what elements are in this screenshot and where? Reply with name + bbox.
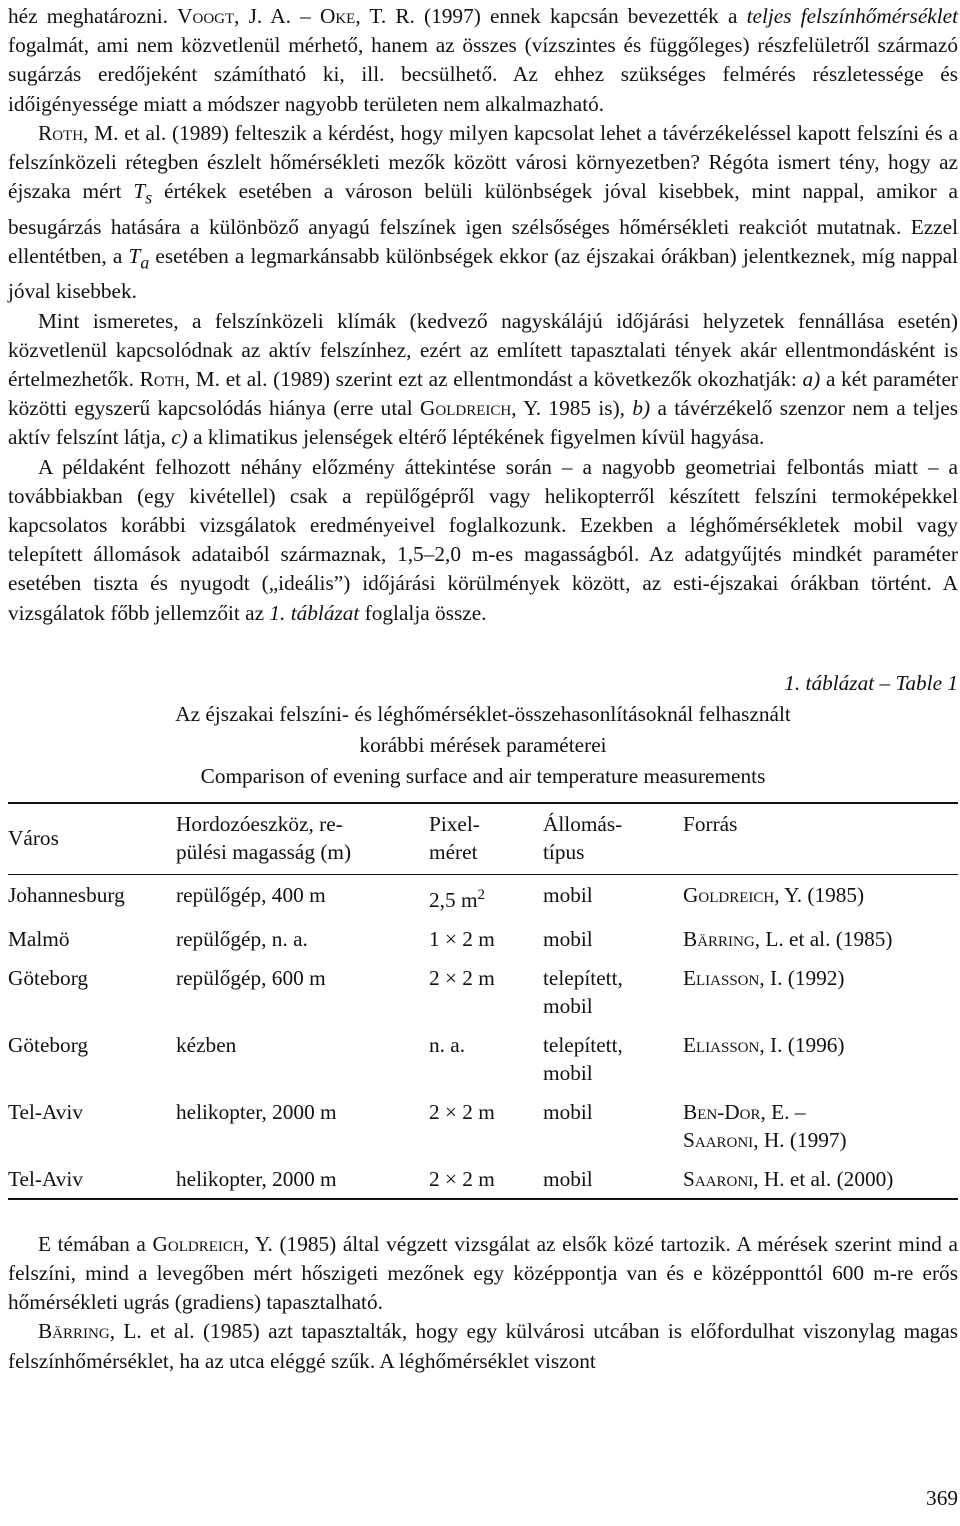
table-row <box>8 874 958 919</box>
cell-station <box>543 1159 683 1199</box>
cell-source <box>683 874 958 919</box>
column-header-label: Forrás <box>683 811 738 836</box>
cell-city <box>8 1159 176 1199</box>
cell-pixel <box>429 874 543 919</box>
column-header-label: méret <box>429 839 478 864</box>
text-segment: , J. A. – <box>234 4 320 28</box>
cell-text: repülőgép, 600 m <box>176 965 326 990</box>
cell-text: n. a. <box>429 1032 466 1057</box>
table-body <box>8 874 958 1199</box>
data-table <box>8 802 958 1200</box>
author-name: Roth <box>139 366 185 391</box>
cell-superscript: 2 <box>477 886 486 903</box>
author-name: Bärring <box>683 926 755 951</box>
cell-station <box>543 1092 683 1159</box>
cell-text: , Y. (1985) <box>774 882 865 907</box>
table-label: 1. táblázat – Table 1 <box>784 670 958 695</box>
cell-text: repülőgép, 400 m <box>176 882 326 907</box>
cell-city <box>8 919 176 958</box>
cell-text: helikopter, 2000 m <box>176 1099 337 1124</box>
text-segment: héz meghatározni. <box>8 4 178 28</box>
cell-text: mobil <box>543 1060 593 1085</box>
cell-text: Göteborg <box>8 965 89 990</box>
cell-text: , H. et al. (2000) <box>753 1166 894 1191</box>
table-row <box>8 1092 958 1159</box>
author-name: Saaroni <box>683 1127 754 1152</box>
table-row <box>8 1159 958 1199</box>
term-italic: teljes felszínhőmérséklet <box>746 4 959 28</box>
cell-carrier <box>176 958 429 1025</box>
author-name: Eliasson <box>683 1032 760 1057</box>
cell-city <box>8 874 176 919</box>
author-name: Goldreich <box>152 1231 244 1256</box>
text-segment: , M. et al. (1989) felteszik a kérdést, hogy milyen kapcsolat lehet a távérzékeléssel kapott felszíni és a felszínközeli rétegben észlelt hőmérsékleti mezők között városi környezetben? Régóta ismert tény, hogy az éjszaka mért <box>8 120 958 204</box>
column-header-city <box>8 803 176 875</box>
cell-text: 2,5 m <box>429 887 478 912</box>
column-header-label: Hordozóeszköz, re- <box>176 811 343 836</box>
cell-text: mobil <box>543 1166 593 1191</box>
cell-text: mobil <box>543 926 593 951</box>
cell-text: 2 × 2 m <box>429 1166 495 1191</box>
paragraph-6 <box>8 1317 958 1375</box>
text-segment: értékek esetében a városon belüli különbségek jóval kisebbek, mint nappal, amikor a besugárzás hatására a különböző anyagú felszínek igen szélsőséges hőmérsékleti reakciót mutatnak. Ezzel ellentétben, a <box>8 179 958 268</box>
table-row <box>8 919 958 958</box>
cell-pixel <box>429 958 543 1025</box>
table-title-hu <box>8 699 958 761</box>
column-header-label: pülési magasság (m) <box>176 839 352 864</box>
table-title-hu-line-1: Az éjszakai felszíni- és léghőmérséklet-összehasonlításoknál felhasznált <box>175 701 791 726</box>
text-segment: , T. R. (1997) ennek kapcsán bevezették a <box>355 4 747 28</box>
cell-source <box>683 958 958 1025</box>
column-header-pixel <box>429 803 543 875</box>
cell-text: Tel-Aviv <box>8 1166 83 1191</box>
paragraph-2 <box>8 119 958 307</box>
list-marker: c) <box>171 425 188 450</box>
text-segment: , M. et al. (1989) szerint ezt az ellentmondást a következők okozhatják: <box>184 366 803 391</box>
cell-station <box>543 919 683 958</box>
author-name: Goldreich <box>683 882 775 907</box>
symbol-ta: T <box>128 243 141 268</box>
text-segment: , Y. (1985) által végzett vizsgálat az elsők közé tartozik. A mérések szerint mind a felszíni, mind a levegőben mért hőszigeti mezőnek egy középpontja van és e középponttól 600 m-re erős hőmérsékleti ugrás (gradiens) tapasztalható. <box>8 1231 958 1315</box>
cell-text: 2 × 2 m <box>429 965 495 990</box>
cell-source <box>683 1159 958 1199</box>
text-segment: a klimatikus jelenségek eltérő léptékének figyelmen kívül hagyása. <box>187 425 765 450</box>
cell-text: repülőgép, n. a. <box>176 926 308 951</box>
cell-carrier <box>176 874 429 919</box>
cell-text: kézben <box>176 1032 237 1057</box>
paragraph-5 <box>8 1230 958 1318</box>
cell-text: mobil <box>543 882 593 907</box>
cell-source <box>683 919 958 958</box>
cell-carrier <box>176 1159 429 1199</box>
list-marker: a) <box>802 366 821 391</box>
author-name: Saaroni <box>683 1166 754 1191</box>
cell-city <box>8 1025 176 1092</box>
symbol-ta-subscript: a <box>140 252 150 273</box>
cell-text: Johannesburg <box>8 882 125 907</box>
cell-text: telepített, <box>543 1032 623 1057</box>
text-segment: Mint ismeretes, a felszínközeli klímák (kedvező nagyskálájú időjárási helyzetek fennállása esetén) közvetlenül kapcsolódnak az aktív felszínhez, ezért az említett tapasztalati tények akár ellentmondásként is értelmezhetők. <box>8 308 958 391</box>
cell-carrier <box>176 1092 429 1159</box>
author-name: Roth <box>38 120 84 145</box>
text-segment: E témában a <box>38 1231 153 1256</box>
author-name: Oke <box>319 4 356 28</box>
text-segment: a távérzékelő szenzor nem a teljes aktív felszínt látja, <box>8 396 958 450</box>
cell-text: telepített, <box>543 965 623 990</box>
cell-source <box>683 1092 958 1159</box>
cell-text: Göteborg <box>8 1032 89 1057</box>
cell-text: , E. – <box>760 1099 806 1124</box>
cell-text: , L. et al. (1985) <box>754 926 893 951</box>
cell-text: 1 × 2 m <box>429 926 495 951</box>
symbol-ts-subscript: s <box>145 187 153 208</box>
document-page <box>8 0 958 1376</box>
column-header-source <box>683 803 958 875</box>
paragraph-1 <box>8 2 958 119</box>
cell-text: 2 × 2 m <box>429 1099 495 1124</box>
cell-text: , H. (1997) <box>753 1127 847 1152</box>
table-row <box>8 1025 958 1092</box>
symbol-ts: T <box>133 179 146 204</box>
author-name: Bärring <box>38 1319 110 1344</box>
table-title-hu-line-2: korábbi mérések paraméterei <box>359 732 607 757</box>
text-segment: esetében a legmarkánsabb különbségek ekkor (az éjszakai órákban) jelentkeznek, míg nappal jóval kisebbek. <box>8 243 958 304</box>
cell-city <box>8 1092 176 1159</box>
text-segment: , L. et al. (1985) azt tapasztalták, hogy egy külvárosi utcában is előfordulhat viszonylag magas felszínhőmérséklet, ha az utca eléggé szűk. A léghőmérséklet viszont <box>8 1319 958 1373</box>
cell-pixel <box>429 919 543 958</box>
cell-text: Malmö <box>8 926 70 951</box>
cell-text: Tel-Aviv <box>8 1099 83 1124</box>
page-number: 369 <box>926 1486 958 1510</box>
text-segment: a két paraméter közötti egyszerű kapcsolódás hiánya (erre utal <box>8 366 958 421</box>
cell-station <box>543 1025 683 1092</box>
column-header-label: Állomás- <box>543 811 623 836</box>
author-name: Ben-Dor <box>683 1099 761 1124</box>
cell-pixel <box>429 1025 543 1092</box>
text-segment: , Y. 1985 is), <box>511 396 633 421</box>
column-header-label: Pixel- <box>429 811 480 836</box>
author-name: Goldreich <box>419 396 512 421</box>
table-row <box>8 958 958 1025</box>
text-segment: foglalja össze. <box>359 600 487 625</box>
cell-city <box>8 958 176 1025</box>
text-segment: A példaként felhozott néhány előzmény áttekintése során – a nagyobb geometriai felbontás miatt – a továbbiakban (egy kivétellel) csak a repülőgépről vagy helikopterről készített felszíni termoképekkel kapcsolatos korábbi vizsgálatok eredményeivel foglalkozunk. Ezekben a léghőmérsékletek mobil vagy telepített állomások adataiból származnak, 1,5–2,0 m-es magasságból. Az adatgyűjtés mindkét paraméter esetében tiszta és nyugodt („ideális”) időjárási körülmények között, az esti-éjszakai órákban történt. A vizsgálatok főbb jellemzőit az <box>8 454 958 625</box>
cell-text: helikopter, 2000 m <box>176 1166 337 1191</box>
text-segment: fogalmát, ami nem közvetlenül mérhető, hanem az összes (vízszintes és függőleges) részfelületről származó sugárzás eredőjeként számítható ki, ill. becsülhető. Az ehhez szükséges felmérés részletessége és időigényessége miatt a módszer nagyobb területen nem alkalmazható. <box>8 33 958 116</box>
list-marker: b) <box>632 396 651 421</box>
column-header-label: Város <box>8 825 59 850</box>
table-reference: 1. táblázat <box>269 600 360 625</box>
cell-station <box>543 874 683 919</box>
cell-text: , I. (1992) <box>759 965 845 990</box>
cell-pixel <box>429 1092 543 1159</box>
column-header-station <box>543 803 683 875</box>
cell-text: , I. (1996) <box>759 1032 845 1057</box>
paragraph-4 <box>8 453 958 628</box>
cell-carrier <box>176 919 429 958</box>
author-name: Voogt <box>177 4 235 28</box>
cell-text: mobil <box>543 993 593 1018</box>
paragraph-3 <box>8 307 958 453</box>
table-header-row <box>8 803 958 875</box>
cell-pixel <box>429 1159 543 1199</box>
cell-source <box>683 1025 958 1092</box>
cell-text: mobil <box>543 1099 593 1124</box>
column-header-carrier <box>176 803 429 875</box>
author-name: Eliasson <box>683 965 760 990</box>
cell-station <box>543 958 683 1025</box>
column-header-label: típus <box>543 839 585 864</box>
cell-carrier <box>176 1025 429 1092</box>
table-title-en: Comparison of evening surface and air temperature measurements <box>200 763 766 788</box>
